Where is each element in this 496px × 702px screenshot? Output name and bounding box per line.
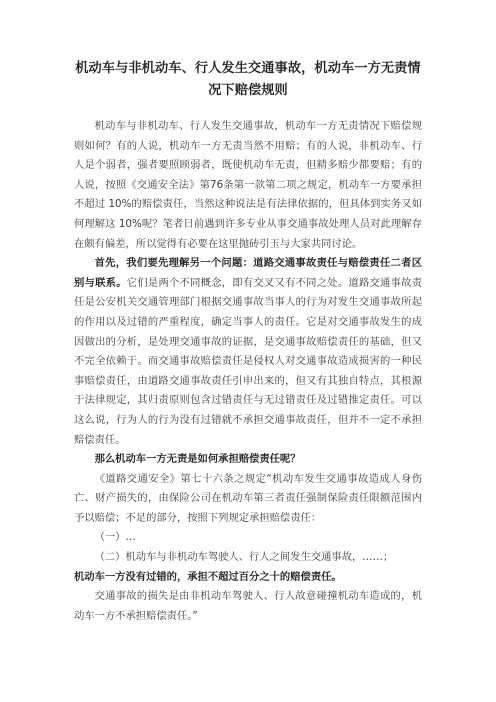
liability-distinction-paragraph [74,254,422,450]
liability-distinction-heading: 首先，我们要先理解另一个问题：道路交通事故责任与赔偿责任二者区别与联系。 [74,257,422,289]
law-clause-1: （一）… [94,531,136,544]
no-fault-question-heading: 那么机动车一方无责是如何承担赔偿责任呢？ [94,453,301,466]
document-title: 机动车与非机动车、行人发生交通事故，机动车一方无责情况下赔偿规则 [75,61,421,98]
intentional-collision-rule: 交通事故的损失是由非机动车驾驶人、行人故意碰撞机动车造成的，机动车一方不承担赔偿责任。” [74,590,422,622]
law-article-quote: 《道路交通安全》第七十六条之规定“机动车发生交通事故造成人身伤亡、财产损失的，由保险公司在机动车第三者责任强制保险责任限额范围内予以赔偿；不足的部分，按照下列规定承担赔偿责任： [74,472,422,524]
no-fault-ten-percent-rule: 机动车一方没有过错的，承担不超过百分之十的赔偿责任。 [74,570,342,583]
intro-paragraph: 机动车与非机动车、行人发生交通事故，机动车一方无责情况下赔偿规则如何？有的人说，机动车一方无责当然不用赔；有的人说，非机动车、行人是个弱者，强者要照顾弱者，既使机动车无责，但精多赔少都要赔；有的人说，按照《交通安全法》第76条第一款第二项之规定，机动车一方要承担不超过 10%的赔偿责任，当然这种说法是有法律依据的，但具体到实务又如何理解这 10%呢？笔者日前遇到许多专业从事交通事故处理人员对此理解存在颇有偏差，所以觉得有必要在这里抛砖引玉与大家共同讨论。 [74,120,422,250]
liability-distinction-body: 它们是两个不同概念，即有交叉又有不同之处。道路交通事故责任是公安机关交通管理部门根据交通事故当事人的行为对发生交通事故所起的作用以及过错的严重程度，确定当事人的责任。它是对交通事故发生的成因做出的分析，是处理交通事故的证据，是交通事故赔偿责任的基础，但又不完全依赖于。而交通事故赔偿责任是侵权人对交通事故造成损害的一种民事赔偿责任，由道路交通事故责任引申出来的，但又有其独自特点，其根源于法律规定，其归责原则包含过错责任与无过错责任及过错推定责任。可以这么说，行为人的行为没有过错就不承担交通事故责任，但并不一定不承担赔偿责任。 [74,276,423,446]
law-clause-2: （二）机动车与非机动车驾驶人、行人之间发生交通事故，……； [94,551,394,564]
